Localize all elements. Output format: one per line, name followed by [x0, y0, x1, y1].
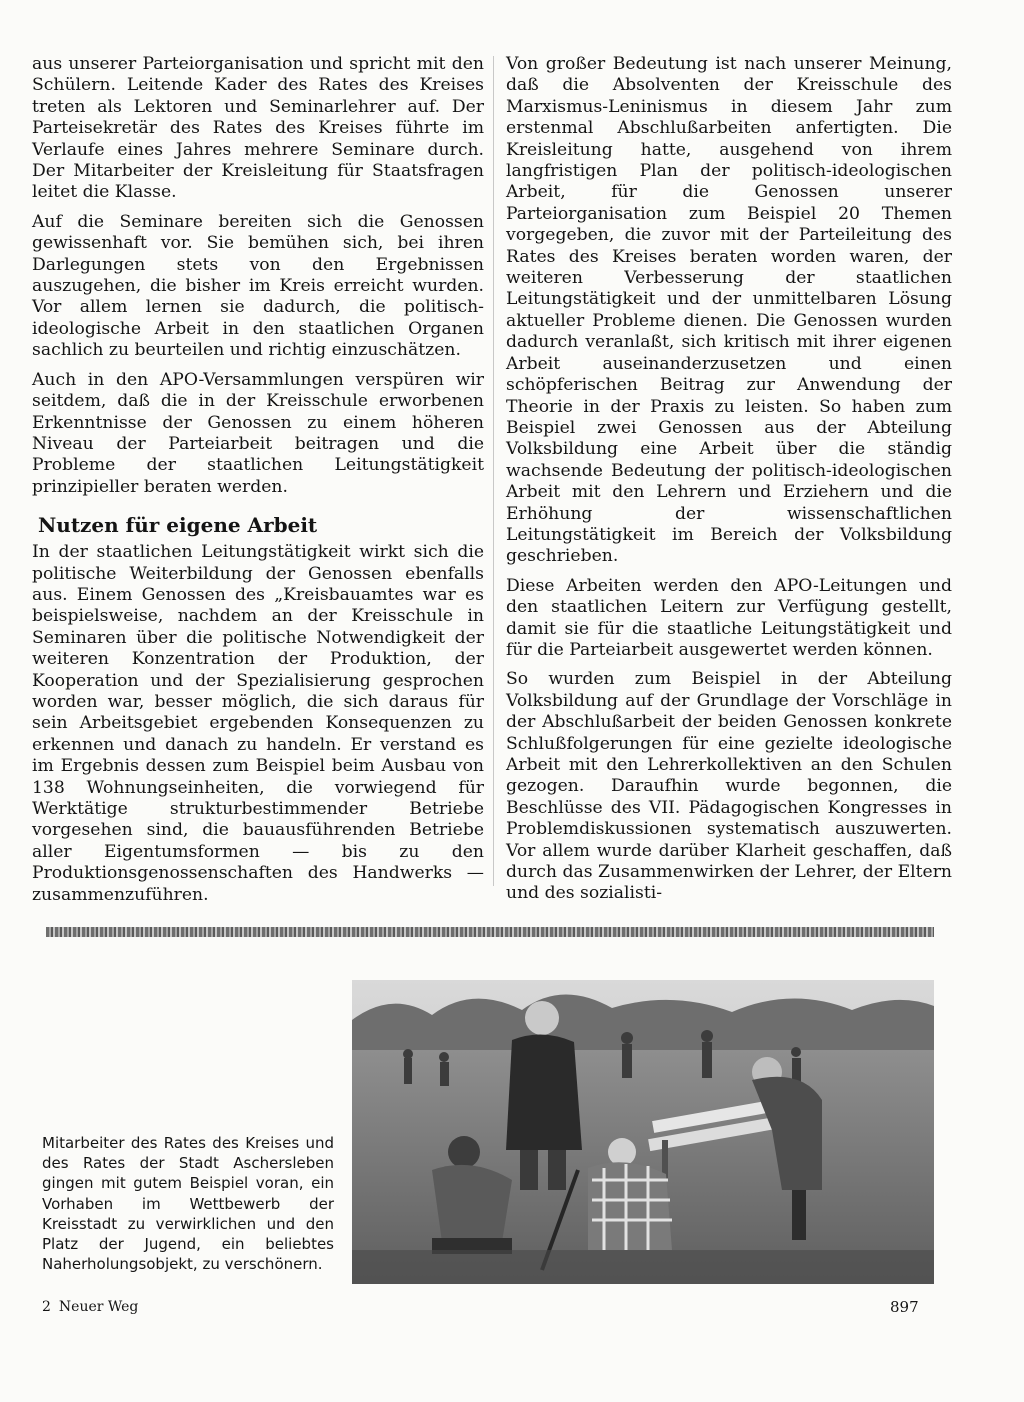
left-paragraph-3: Auch in den APO-Versammlungen verspüren wir seitdem, daß die in der Kreisschule erworbenen Erkenntnisse der Genossen zu einem höheren Niveau der Parteiarbeit beitragen und die Probleme der staatlichen Leitungstätigkeit prinzipieller beraten werden. [32, 369, 484, 497]
photo-caption: Mitarbeiter des Rates des Kreises und des Rates der Stadt Aschersleben gingen mit gutem Beispiel voran, ein Vorhaben im Wettbewerb der Kreisstadt zu verwirklichen und den Platz der Jugend, ein beliebtes Naherholungsobjekt, zu verschönern. [42, 1134, 334, 1274]
footer-publication [42, 1299, 138, 1315]
left-paragraph-1: aus unserer Parteiorganisation und spricht mit den Schülern. Leitende Kader des Rates des Kreises treten als Lektoren und Seminarlehrer auf. Der Parteisekretär des Rates des Kreises führte im Verlaufe eines Jahres mehrere Seminare durch. Der Mitarbeiter der Kreisleitung für Staatsfragen leitet die Klasse. [32, 54, 484, 203]
right-paragraph-2: Diese Arbeiten werden den APO-Leitungen und den staatlichen Leitern zur Verfügung gestellt, damit sie für die staatliche Leitungstätigkeit und für die Parteiarbeit ausgewertet werden können. [506, 575, 952, 660]
left-paragraph-4: In der staatlichen Leitungstätigkeit wirkt sich die politische Weiterbildung der Genossen ebenfalls aus. Einem Genossen des „Kreisbauamtes war es beispielsweise, nachdem an der Kreisschule in Seminaren über die politische Notwendigkeit der weiteren Konzentration der Produktion, der Kooperation und der Spezialisierung gesprochen worden war, besser möglich, die sich daraus für sein Arbeitsgebiet ergebenden Konsequenzen zu erkennen und danach zu handeln. Er verstand es im Ergebnis dessen zum Beispiel beim Ausbau von 138 Wohnungseinheiten, die vorwiegend für Werktätige strukturbestimmender Betriebe vorgesehen sind, die bauausführenden Betriebe aller Eigentumsformen — bis zu den Produktionsgenossenschaften des Handwerks — zusammenzuführen. [32, 542, 484, 905]
footer-issue-number: 2 [42, 1299, 51, 1315]
photo-illustration [352, 980, 934, 1284]
right-column [506, 54, 952, 913]
column-divider [493, 56, 494, 886]
left-paragraph-2: Auf die Seminare bereiten sich die Genossen gewissenhaft vor. Sie bemühen sich, bei ihren Darlegungen stets von den Ergebnissen auszugehen, die bisher im Kreis erreicht wurden. Vor allem lernen sie dadurch, die politisch-ideologische Arbeit in den staatlichen Organen sachlich zu beurteilen und richtig einzuschätzen. [32, 211, 484, 361]
right-paragraph-1: Von großer Bedeutung ist nach unserer Meinung, daß die Absolventen der Kreisschule des Marxismus-Leninismus in diesem Jahr zum erstenmal Abschlußarbeiten anfertigten. Die Kreisleitung hatte, ausgehend von ihrem langfristigen Plan der politisch-ideologischen Arbeit, für die Genossen unserer Parteiorganisation zum Beispiel 20 Themen vorgegeben, die zuvor mit der Parteileitung des Rates des Kreises beraten worden waren, der weiteren Verbesserung der staatlichen Leitungstätigkeit und der unmittelbaren Lösung aktueller Probleme dienen. Die Genossen wurden dadurch veranlaßt, sich kritisch mit ihrer eigenen Arbeit auseinanderzusetzen und einen schöpferischen Beitrag zur Anwendung der Theorie in der Praxis zu leisten. So haben zum Beispiel zwei Genossen aus der Abteilung Volksbildung eine Arbeit über die ständig wachsende Bedeutung der politisch-ideologischen Arbeit mit den Lehrern und Erziehern und die Erhöhung der wissenschaftlichen Leitungstätigkeit im Bereich der Volksbildung geschrieben. [506, 54, 952, 567]
halftone-separator-rule [46, 927, 934, 937]
footer-title: Neuer Weg [58, 1299, 139, 1315]
photo-park-workers [352, 980, 934, 1284]
section-subheading: Nutzen für eigene Arbeit [38, 513, 318, 538]
page-number: 897 [890, 1298, 919, 1316]
left-column [32, 54, 484, 914]
right-paragraph-3: So wurden zum Beispiel in der Abteilung Volksbildung auf der Grundlage der Vorschläge in der Abschlußarbeit der beiden Genossen konkrete Schlußfolgerungen für eine gezielte ideologische Arbeit mit den Lehrerkollektiven an den Schulen gezogen. Daraufhin wurde begonnen, die Beschlüsse des VII. Pädagogischen Kongresses in Problemdiskussionen systematisch auszuwerten. Vor allem wurde darüber Klarheit geschaffen, daß durch das Zusammenwirken der Lehrer, der Eltern und des sozialisti- [506, 669, 952, 904]
